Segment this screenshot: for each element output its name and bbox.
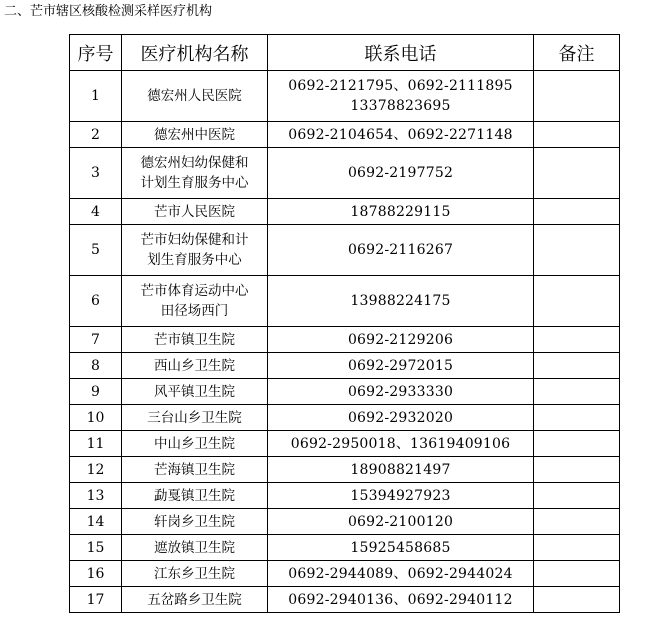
section-heading: 二、芒市辖区核酸检测采样医疗机构 [4, 4, 213, 19]
table-row [70, 483, 620, 509]
phone-line: 0692-2104654、0692-2271148 [288, 126, 513, 143]
table-row [70, 561, 620, 587]
institution-name-line: 风平镇卫生院 [154, 383, 235, 400]
table-row [70, 327, 620, 353]
phone-line: 0692-2116267 [347, 242, 454, 258]
institution-name-cell [122, 327, 268, 353]
table-row [70, 587, 620, 613]
note-cell [534, 535, 620, 561]
phone-line: 18788229115 [350, 203, 451, 220]
institution-name-line: 田径场西门 [160, 303, 229, 319]
row-number: 6 [70, 276, 122, 327]
institution-name-line: 德宏州中医院 [154, 126, 235, 143]
row-number: 5 [70, 225, 122, 276]
phone-line: 0692-2972015 [347, 357, 454, 374]
institution-name-cell [122, 535, 268, 561]
phone-line: 0692-2950018、13619409106 [290, 435, 511, 452]
phone-cell [268, 276, 534, 327]
institution-name-line: 芒市体育运动中心 [140, 283, 249, 299]
phone-cell [268, 327, 534, 353]
table-row [70, 405, 620, 431]
institution-name-line: 划生育服务中心 [147, 252, 242, 268]
table-row [70, 276, 620, 327]
phone-line: 18908821497 [350, 461, 451, 478]
phone-cell [268, 71, 534, 122]
row-number: 2 [70, 122, 122, 148]
phone-cell [268, 535, 534, 561]
institution-name-line: 芒海镇卫生院 [154, 461, 235, 478]
row-number: 8 [70, 353, 122, 379]
institution-name-cell [122, 457, 268, 483]
institution-name-cell [122, 431, 268, 457]
header-note: 备注 [534, 35, 620, 71]
institution-name-cell [122, 561, 268, 587]
row-number: 16 [70, 561, 122, 587]
row-number: 17 [70, 587, 122, 613]
note-cell [534, 587, 620, 613]
phone-cell [268, 483, 534, 509]
phone-cell [268, 148, 534, 199]
institution-name-cell [122, 405, 268, 431]
institution-name-line: 勐戛镇卫生院 [154, 487, 235, 504]
institution-name-line: 西山乡卫生院 [154, 357, 235, 374]
institution-name-cell [122, 353, 268, 379]
row-number: 3 [70, 148, 122, 199]
phone-cell [268, 199, 534, 225]
table-row [70, 71, 620, 122]
institution-name-cell [122, 199, 268, 225]
note-cell [534, 379, 620, 405]
institution-name-cell [122, 225, 268, 276]
row-number: 12 [70, 457, 122, 483]
phone-line: 13378823695 [350, 98, 451, 114]
phone-cell [268, 405, 534, 431]
institution-name-line: 德宏州妇幼保健和 [140, 155, 249, 171]
institution-name-line: 中山乡卫生院 [154, 435, 235, 452]
header-number: 序号 [70, 35, 122, 71]
institution-name-line: 芒市镇卫生院 [154, 331, 235, 348]
phone-line: 0692-2944089、0692-2944024 [288, 565, 513, 582]
row-number: 1 [70, 71, 122, 122]
note-cell [534, 483, 620, 509]
phone-line: 0692-2933330 [347, 383, 454, 400]
note-cell [534, 353, 620, 379]
institution-name-line: 江东乡卫生院 [154, 565, 235, 582]
phone-cell [268, 353, 534, 379]
phone-line: 0692-2121795、0692-2111895 [288, 78, 513, 94]
note-cell [534, 276, 620, 327]
phone-cell [268, 122, 534, 148]
institution-name-line: 轩岗乡卫生院 [154, 513, 235, 530]
institution-name-cell [122, 379, 268, 405]
table-row [70, 199, 620, 225]
phone-cell [268, 457, 534, 483]
phone-cell [268, 587, 534, 613]
row-number: 15 [70, 535, 122, 561]
institution-name-line: 遮放镇卫生院 [154, 539, 235, 556]
institution-name-cell [122, 122, 268, 148]
phone-line: 15394927923 [350, 487, 451, 504]
header-phone: 联系电话 [268, 35, 534, 71]
phone-line: 0692-2129206 [347, 331, 454, 348]
table-row [70, 148, 620, 199]
institution-name-line: 五岔路乡卫生院 [147, 591, 242, 608]
table-body [70, 71, 620, 613]
table-row [70, 457, 620, 483]
institution-table [69, 34, 619, 613]
note-cell [534, 405, 620, 431]
table-row [70, 225, 620, 276]
table-row [70, 535, 620, 561]
phone-line: 15925458685 [350, 539, 451, 556]
institution-name-cell [122, 483, 268, 509]
institution-name-line: 三台山乡卫生院 [147, 409, 242, 426]
note-cell [534, 327, 620, 353]
phone-line: 0692-2197752 [347, 165, 454, 181]
row-number: 4 [70, 199, 122, 225]
phone-cell [268, 509, 534, 535]
institution-name-cell [122, 587, 268, 613]
phone-cell [268, 431, 534, 457]
table-header-row [70, 35, 620, 71]
note-cell [534, 225, 620, 276]
row-number: 13 [70, 483, 122, 509]
table-row [70, 122, 620, 148]
note-cell [534, 71, 620, 122]
phone-cell [268, 225, 534, 276]
institution-name-cell [122, 276, 268, 327]
table-row [70, 509, 620, 535]
row-number: 10 [70, 405, 122, 431]
phone-cell [268, 379, 534, 405]
institution-name-line: 德宏州人民医院 [147, 88, 242, 104]
note-cell [534, 509, 620, 535]
institution-name-line: 芒市妇幼保健和计 [140, 232, 249, 248]
phone-line: 13988224175 [350, 293, 451, 309]
note-cell [534, 199, 620, 225]
phone-line: 0692-2940136、0692-2940112 [288, 591, 513, 608]
note-cell [534, 148, 620, 199]
table-row [70, 431, 620, 457]
note-cell [534, 561, 620, 587]
institution-name-cell [122, 71, 268, 122]
institution-name-line: 芒市人民医院 [154, 203, 235, 220]
phone-line: 0692-2100120 [347, 513, 454, 530]
row-number: 11 [70, 431, 122, 457]
row-number: 14 [70, 509, 122, 535]
row-number: 9 [70, 379, 122, 405]
institution-name-cell [122, 509, 268, 535]
note-cell [534, 122, 620, 148]
note-cell [534, 457, 620, 483]
institution-name-line: 计划生育服务中心 [140, 175, 249, 191]
phone-line: 0692-2932020 [347, 409, 454, 426]
note-cell [534, 431, 620, 457]
phone-cell [268, 561, 534, 587]
table-row [70, 379, 620, 405]
header-institution-name: 医疗机构名称 [122, 35, 268, 71]
institution-name-cell [122, 148, 268, 199]
table-row [70, 353, 620, 379]
row-number: 7 [70, 327, 122, 353]
